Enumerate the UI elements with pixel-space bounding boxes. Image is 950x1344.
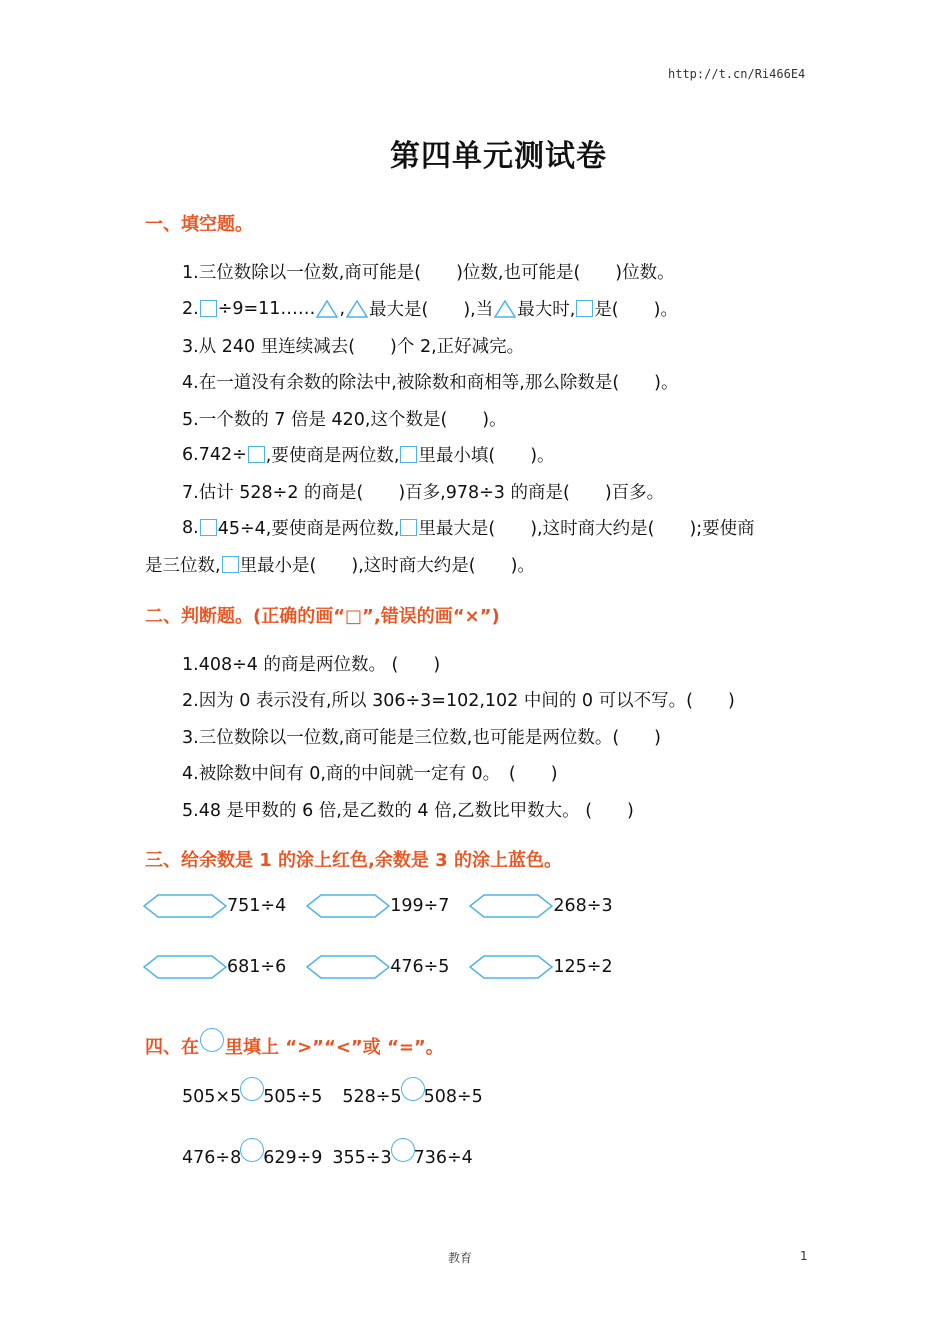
judge-item-5: 5.48 是甲数的 6 倍,是乙数的 4 倍,乙数比甲数大。 ( ) (182, 801, 634, 821)
triangle-icon (316, 300, 338, 318)
hexagon-item: 751÷4 (143, 894, 286, 918)
question-1-4: 4.在一道没有余数的除法中,被除数和商相等,那么除数是( )。 (182, 373, 679, 393)
question-1-5: 5.一个数的 7 倍是 420,这个数是( )。 (182, 410, 507, 430)
triangle-icon (494, 300, 516, 318)
source-url: http://t.cn/Ri466E4 (668, 67, 806, 81)
hexagon-icon[interactable] (143, 955, 227, 979)
compare-circle-icon[interactable] (401, 1077, 425, 1101)
question-1-7: 7.估计 528÷2 的商是( )百多,978÷3 的商是( )百多。 (182, 483, 665, 503)
page-title: 第四单元测试卷 (390, 139, 607, 174)
judge-item-2: 2.因为 0 表示没有,所以 306÷3=102,102 中间的 0 可以不写。( ) (182, 691, 735, 711)
question-1-8-line1: 8. 45÷4,要使商是两位数, 里最大是( ),这时商大约是( );要使商 (182, 517, 755, 539)
square-box-icon (400, 446, 417, 463)
hexagon-item: 199÷7 (306, 894, 449, 918)
section-heading-true-false: 二、判断题。(正确的画“□”,错误的画“×”) (145, 606, 500, 627)
judge-item-1: 1.408÷4 的商是两位数。 ( ) (182, 655, 441, 675)
compare-row-1: 505×5 505÷5 528÷5 508÷5 (182, 1085, 483, 1109)
page-number: 1 (800, 1249, 808, 1263)
question-1-6: 6.742÷ ,要使商是两位数, 里最小填( )。 (182, 444, 555, 466)
compare-circle-icon[interactable] (240, 1138, 264, 1162)
hexagon-icon[interactable] (306, 955, 390, 979)
hexagon-icon[interactable] (469, 894, 553, 918)
circle-icon (200, 1028, 224, 1052)
question-1-8-line2: 是三位数, 里最小是( ),这时商大约是( )。 (145, 556, 535, 576)
square-box-icon (200, 519, 217, 536)
judge-item-4: 4.被除数中间有 0,商的中间就一定有 0。 ( ) (182, 764, 558, 784)
square-box-icon (576, 300, 593, 317)
judge-item-3: 3.三位数除以一位数,商可能是三位数,也可能是两位数。( ) (182, 728, 661, 748)
hexagon-row-2 (143, 955, 633, 979)
square-box-icon (200, 300, 217, 317)
compare-circle-icon[interactable] (391, 1138, 415, 1162)
question-1-1: 1.三位数除以一位数,商可能是( )位数,也可能是( )位数。 (182, 263, 675, 283)
square-box-icon (222, 556, 239, 573)
hexagon-icon[interactable] (143, 894, 227, 918)
compare-circle-icon[interactable] (240, 1077, 264, 1101)
hexagon-row-1 (143, 894, 633, 918)
section-heading-coloring: 三、给余数是 1 的涂上红色,余数是 3 的涂上蓝色。 (145, 850, 562, 871)
hexagon-item: 476÷5 (306, 955, 449, 979)
hexagon-icon[interactable] (306, 894, 390, 918)
question-1-2: 2. ÷9=11…… , 最大是( ),当 最大时, 是( )。 (182, 298, 678, 320)
footer-label: 教育 (448, 1251, 473, 1265)
triangle-icon (346, 300, 368, 318)
section-heading-fill-blank: 一、填空题。 (145, 214, 253, 235)
compare-row-2: 476÷8 629÷9 355÷3 736÷4 (182, 1146, 473, 1170)
question-1-3: 3.从 240 里连续减去( )个 2,正好减完。 (182, 337, 525, 357)
square-box-icon (248, 446, 265, 463)
hexagon-icon[interactable] (469, 955, 553, 979)
hexagon-item: 681÷6 (143, 955, 286, 979)
hexagon-item: 268÷3 (469, 894, 612, 918)
section-heading-compare: 四、在 里填上 “>”“<”或 “=”。 (145, 1033, 444, 1059)
square-box-icon (400, 519, 417, 536)
hexagon-item: 125÷2 (469, 955, 612, 979)
